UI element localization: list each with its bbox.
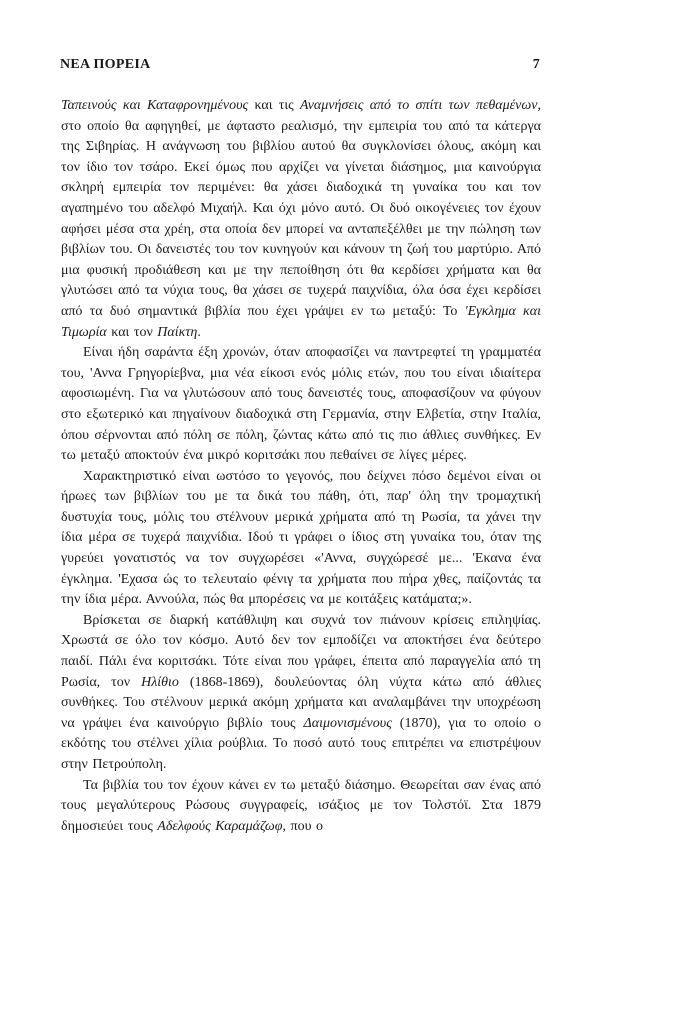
text-run: Βρίσκεται σε διαρκή κατάθλιψη και συχνά τον πιάνουν κρίσεις επιληψίας. Χρωστά σε όλο τον κόσμο. Αυτό δεν τον εμποδίζει να αποκτήσει ένα δεύτερο παιδί. Πάλι ένα κοριτσάκι. Τότε είναι που γράφει, έπειτα από παραγγελία από τη Ρωσία, τον [61,612,541,690]
text-run: Χαρακτηριστικό είναι ωστόσο το γεγονός, που δείχνει πόσο δεμένοι είναι οι ήρωες των βιβλίων του με τα δικά του πάθη, ότι, παρ' όλη την τρομαχτική δυστυχία τους, μόλις του στέλνουν μερικά χρήματα από τη Ρωσία, τα χάνει την ίδια μέρα σε τυχερά παιχνίδια. Ιδού τι γράφει ο ίδιος στη γυναίκα του, όταν της γυρεύει γονατιστός να τον συγχωρέσει «'Αννα, συγχώρεσέ με... 'Εκανα ένα έγκλημα. 'Εχασα ώς το τελευταίο φένιγ τα χρήματα που πήρα χθες, παίζοντάς τα την ίδια μέρα. Αννούλα, πώς θα μπορέσεις να με κοιτάξεις κατάματα;». [61,468,541,608]
journal-title: ΝΕΑ ΠΟΡΕΙΑ [60,57,151,72]
text-run: . [197,324,201,340]
text-run: , που ο [282,818,324,834]
text-run: (1868-1869), δουλεύοντας όλη νύχτα κάτω από άθλιες συνθήκες. Του στέλνουν μερικά ακόμη χρήματα και αναλαμβάνει την υποχρέωση να γράψει ένα καινούργιο βιβλίο τους [61,674,542,731]
italic-title-text: Ηλίθιο [141,674,179,690]
italic-title-text: Αδελφούς Καραμάζωφ [157,818,283,834]
paragraph-3 [61,467,541,611]
page-number: 7 [532,57,540,72]
text-run: , στο οποίο θα αφηγηθεί, με άφταστο ρεαλισμό, την εμπειρία του από τα κάτεργα της Σιβηρίας. Η ανάγνωση του βιβλίου αυτού θα συγκλονίσει όλους, ακόμη και τον ίδιο τον τσάρο. Εκεί όμως που αρχίζει να γίνεται διάσημος, μια καινούργια σκληρή εμπειρία τον περιμένει: θα χάσει διαδοχικά τη γυναίκα του και τον αγαπημένο του αδελφό Μιχαήλ. Και όχι μόνο αυτό. Οι δυό οικογένειες τον έχουν αφήσει μέσα στα χρέη, στα οποία δεν μπορεί να ανταπεξέλθει με την πώληση των βιβλίων του. Οι δανειστές του τον κυνηγούν και κάνουν τη ζωή του μαρτύριο. Από μια φυσική προδιάθεση και με την πεποίθηση ότι θα κερδίσει χρήματα και θα γλυτώσει από τα νύχια τους, θα χάσει σε τυχερά παιχνίδια, όλα όσα έχει κερδίσει από τα δυό σημαντικά βιβλία που έχει γράψει εν τω μεταξύ: Το [61,98,541,319]
italic-title-text: 'Εγκλημα και Τιμωρία [61,303,541,340]
paragraph-4 [61,611,541,776]
running-header [60,57,540,73]
text-run: Τα βιβλία του τον έχουν κάνει εν τω μεταξύ διάσημο. Θεωρείται σαν ένας από τους μεγαλύτερους Ρώσους συγγραφείς, ισάξιος με τον Τολστόϊ. Στα 1879 δημοσιεύει τους [61,777,541,834]
italic-title-text: Αναμνήσεις από το σπίτι των πεθαμένων [299,98,538,113]
paragraph-2 [61,343,541,467]
italic-title-text: Παίκτη [157,324,198,340]
paragraph-5 [61,776,541,838]
text-run: Είναι ήδη σαράντα έξη χρονών, όταν αποφασίζει να παντρεφτεί τη γραμματέα του, 'Αννα Γρηγορίεβνα, μια νέα είκοσι ενός μόλις ετών, που του είναι ιδιαίτερα αφοσιωμένη. Για να γλυτώσουν από τους δανειστές τους, αποφασίζουν να φύγουν στο εξωτερικό και πηγαίνουν διαδοχικά στη Γερμανία, στην Ελβετία, στην Ιταλία, όπου σέρνονται από πόλη σε πόλη, ζώντας κάτω από τις πιο άθλιες συνθήκες. Εν τω μεταξύ αποκτούν ένα μικρό κοριτσάκι που πεθαίνει σε λίγες μέρες. [61,345,541,464]
text-run: και τον [106,324,158,340]
italic-title-text: Ταπεινούς και Καταφρονημένους [61,98,249,113]
text-run: και τις [248,98,300,113]
article-body [61,96,541,837]
paragraph-1 [61,96,541,343]
text-run: (1870), για το οποίο ο εκδότης του στέλνει χίλια ρούβλια. Το ποσό αυτό τους επιτρέπει να επιστρέψουν στην Πετρούπολη. [61,715,542,772]
italic-title-text: Δαιμονισμένους [303,715,392,731]
